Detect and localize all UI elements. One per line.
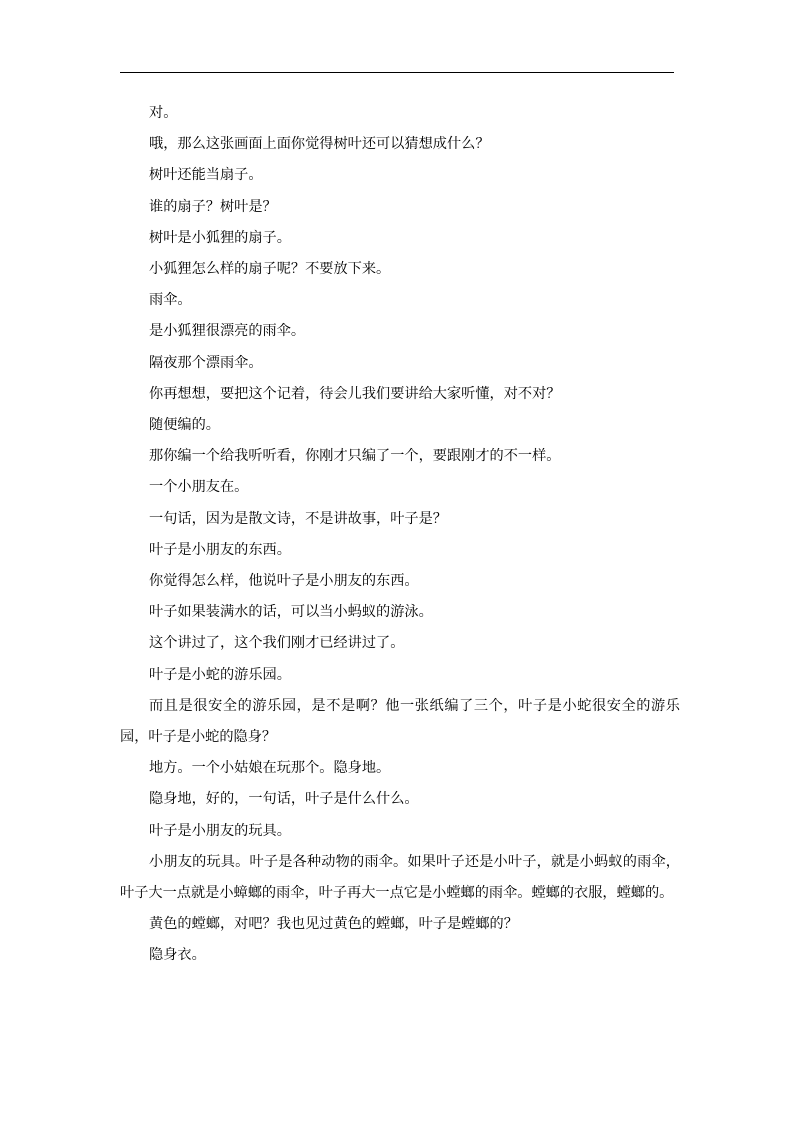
- paragraph: 对。: [149, 105, 178, 121]
- paragraph: 是小狐狸很漂亮的雨伞。: [149, 323, 306, 340]
- paragraph: 那你编一个给我听听看，你刚才只编了一个，要跟刚才的不一样。: [149, 448, 561, 465]
- paragraph: 这个讲过了，这个我们刚才已经讲过了。: [149, 635, 405, 652]
- paragraph: 叶子是小朋友的玩具。: [149, 822, 291, 839]
- paragraph: 隐身衣。: [149, 947, 206, 964]
- paragraph: 叶子如果装满水的话，可以当小蚂蚁的游泳。: [149, 604, 433, 621]
- paragraph: 黄色的螳螂，对吧？我也见过黄色的螳螂，叶子是螳螂的？: [149, 916, 518, 933]
- paragraph: 你觉得怎么样，他说叶子是小朋友的东西。: [149, 573, 419, 590]
- document-body: [120, 98, 680, 972]
- paragraph: 一句话，因为是散文诗，不是讲故事，叶子是？: [149, 510, 447, 527]
- paragraph: 随便编的。: [149, 417, 220, 434]
- paragraph: 谁的扇子？树叶是？: [149, 198, 277, 215]
- paragraph: 叶子是小蛇的游乐园。: [149, 666, 291, 683]
- header-rule: [120, 72, 674, 73]
- paragraph: 树叶还能当扇子。: [149, 167, 263, 184]
- paragraph: 隐身地，好的，一句话，叶子是什么什么。: [149, 791, 419, 808]
- paragraph: 一个小朋友在。: [149, 479, 249, 496]
- paragraph: 隔夜那个漂雨伞。: [149, 354, 263, 371]
- paragraph: 你再想想，要把这个记着，待会儿我们要讲给大家听懂，对不对？: [149, 385, 561, 402]
- paragraph: 树叶是小狐狸的扇子。: [149, 229, 291, 246]
- paragraph: 雨伞。: [149, 292, 192, 309]
- paragraph: 哦，那么这张画面上面你觉得树叶还可以猜想成什么？: [149, 136, 490, 153]
- paragraph: 地方。一个小姑娘在玩那个。隐身地。: [149, 760, 391, 777]
- paragraph: 而且是很安全的游乐园，是不是啊？他一张纸编了三个，叶子是小蛇很安全的游乐园，叶子是小蛇的隐身？: [120, 697, 680, 746]
- paragraph: 小狐狸怎么样的扇子呢？不要放下来。: [149, 261, 391, 278]
- paragraph: 小朋友的玩具。叶子是各种动物的雨伞。如果叶子还是小叶子，就是小蚂蚁的雨伞，叶子大一点就是小蟑螂的雨伞，叶子再大一点它是小螳螂的雨伞。螳螂的衣服，螳螂的。: [120, 853, 680, 902]
- paragraph: 叶子是小朋友的东西。: [149, 541, 291, 558]
